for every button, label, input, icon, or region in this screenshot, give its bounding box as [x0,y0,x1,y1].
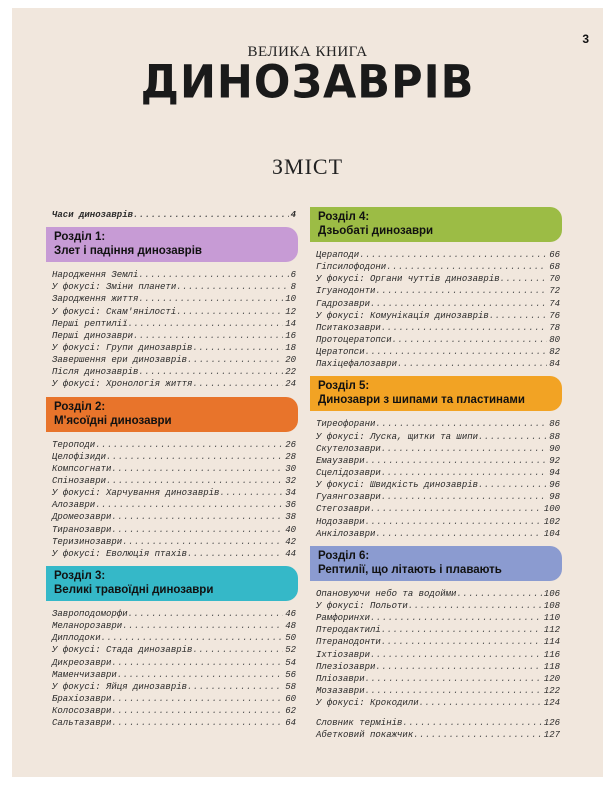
toc-entry[interactable]: Пахіцефалозаври ..... 84 [316,358,560,370]
toc-entry[interactable]: У фокусі: Харчування динозаврів ..... 34 [52,487,296,499]
toc-entry[interactable]: Дромеозаври ..... 38 [52,511,296,523]
section-6-header[interactable]: Розділ 6: Рептилії, що літають і плавають [310,546,562,581]
toc-entry[interactable]: Завроподоморфи ..... 46 [52,608,296,620]
toc-entry-glossary[interactable]: Словник термінів ..... 126 [316,717,560,729]
toc-entry[interactable]: Цераподи ..... 66 [316,249,560,261]
contents-heading: ЗМІСТ [271,154,344,179]
toc-entry[interactable]: Пліозаври ..... 120 [316,673,560,685]
toc-entry[interactable]: Сцелідозаври ..... 94 [316,467,560,479]
toc-entry[interactable]: У фокусі: Польоти ..... 108 [316,600,560,612]
toc-entry[interactable]: У фокусі: Комунікація динозаврів ..... 76 [316,310,560,322]
toc-entry[interactable]: У фокусі: Швидкість динозаврів ..... 96 [316,479,560,491]
toc-entry[interactable]: У фокусі: Луска, щитки та шипи ..... 88 [316,431,560,443]
toc-entry[interactable]: Анкілозаври ..... 104 [316,528,560,540]
section-6-entries [316,588,560,709]
book-page [12,8,603,777]
toc-entry[interactable]: У фокусі: Зміни планети ..... 8 [52,281,296,293]
toc-entry[interactable]: Меланорозаври ..... 48 [52,620,296,632]
toc-column-left [52,209,296,729]
book-supertitle: ВЕЛИКА КНИГА [247,44,368,60]
toc-entry[interactable]: Плезіозаври ..... 118 [316,661,560,673]
section-3-entries [52,608,296,729]
toc-entry[interactable]: Завершення ери динозаврів ..... 20 [52,354,296,366]
toc-entry[interactable]: Пситакозаври ..... 78 [316,322,560,334]
toc-entry[interactable]: Після динозаврів ..... 22 [52,366,296,378]
section-1-entries [52,269,296,390]
toc-entry[interactable]: Теризинозаври ..... 42 [52,536,296,548]
toc-entry[interactable]: Алозаври ..... 36 [52,499,296,511]
toc-entry[interactable]: Протоцератопси ..... 80 [316,334,560,346]
toc-entry-intro[interactable]: Часи динозаврів ..... 4 [52,209,296,221]
toc-entry[interactable]: Народження Землі ..... 6 [52,269,296,281]
toc-entry[interactable]: Нодозаври ..... 102 [316,516,560,528]
toc-entry[interactable]: Маменчизаври ..... 56 [52,669,296,681]
toc-entry[interactable]: Тиранозаври ..... 40 [52,524,296,536]
toc-entry[interactable]: Тероподи ..... 26 [52,439,296,451]
toc-entry[interactable]: Колосозаври ..... 62 [52,705,296,717]
toc-entry[interactable]: Дикреозаври ..... 54 [52,657,296,669]
toc-entry[interactable]: У фокусі: Крокодили ..... 124 [316,697,560,709]
toc-column-right [316,209,560,742]
toc-entry[interactable]: Целофізиди ..... 28 [52,451,296,463]
back-matter [316,717,560,741]
toc-entry[interactable]: У фокусі: Скам'янілості ..... 12 [52,306,296,318]
toc-entry[interactable]: Тиреофорани ..... 86 [316,418,560,430]
toc-entry[interactable]: Гіпсилофодони ..... 68 [316,261,560,273]
toc-entry[interactable]: У фокусі: Хронологія життя ..... 24 [52,378,296,390]
page-number: 3 [582,32,589,46]
toc-entry[interactable]: Ігуанодонти ..... 72 [316,285,560,297]
toc-entry[interactable]: Мозазаври ..... 122 [316,685,560,697]
section-2-entries [52,439,296,560]
toc-entry[interactable]: У фокусі: Органи чуттів динозаврів ..... 70 [316,273,560,285]
spacer [316,709,560,717]
toc-entry[interactable]: Цератопси ..... 82 [316,346,560,358]
toc-entry[interactable]: У фокусі: Групи динозаврів ..... 18 [52,342,296,354]
toc-entry[interactable]: Стегозаври ..... 100 [316,503,560,515]
toc-entry[interactable]: Зародження життя ..... 10 [52,293,296,305]
toc-entry[interactable]: Перші рептилії ..... 14 [52,318,296,330]
toc-entry[interactable]: Диплодоки ..... 50 [52,632,296,644]
book-title: ДИНОЗАВРІВ [140,56,475,110]
toc-entry[interactable]: Компсогнати ..... 30 [52,463,296,475]
section-1-header[interactable]: Розділ 1: Злет і падіння динозаврів [46,227,298,262]
toc-entry[interactable]: Гуаянгозаври ..... 98 [316,491,560,503]
toc-entry-index[interactable]: Абетковий покажчик ..... 127 [316,729,560,741]
toc-entry[interactable]: Брахіозаври ..... 60 [52,693,296,705]
toc-entry[interactable]: Скутелозаври ..... 90 [316,443,560,455]
toc-entry[interactable]: Емаузаври ..... 92 [316,455,560,467]
section-4-entries [316,249,560,370]
toc-entry[interactable]: Птеродактилі ..... 112 [316,624,560,636]
toc-entry[interactable]: Сальтазаври ..... 64 [52,717,296,729]
toc-entry[interactable]: Рамфоринхи ..... 110 [316,612,560,624]
toc-entry[interactable]: У фокусі: Яйця динозаврів ..... 58 [52,681,296,693]
section-3-header[interactable]: Розділ 3: Великі травоїдні динозаври [46,566,298,601]
toc-entry[interactable]: Іхтіозаври ..... 116 [316,649,560,661]
toc-entry[interactable]: У фокусі: Еволюція птахів ..... 44 [52,548,296,560]
toc-entry[interactable]: Птеранодонти ..... 114 [316,636,560,648]
toc-entry[interactable]: Перші динозаври ..... 16 [52,330,296,342]
section-2-header[interactable]: Розділ 2: М'ясоїдні динозаври [46,397,298,432]
toc-entry[interactable]: Спінозаври ..... 32 [52,475,296,487]
toc-entry[interactable]: Опановуючи небо та водойми ..... 106 [316,588,560,600]
toc-entry[interactable]: У фокусі: Стада динозаврів ..... 52 [52,644,296,656]
toc-entry[interactable]: Гадрозаври ..... 74 [316,298,560,310]
section-5-entries [316,418,560,539]
section-5-header[interactable]: Розділ 5: Динозаври з шипами та пластинами [310,376,562,411]
section-4-header[interactable]: Розділ 4: Дзьобаті динозаври [310,207,562,242]
